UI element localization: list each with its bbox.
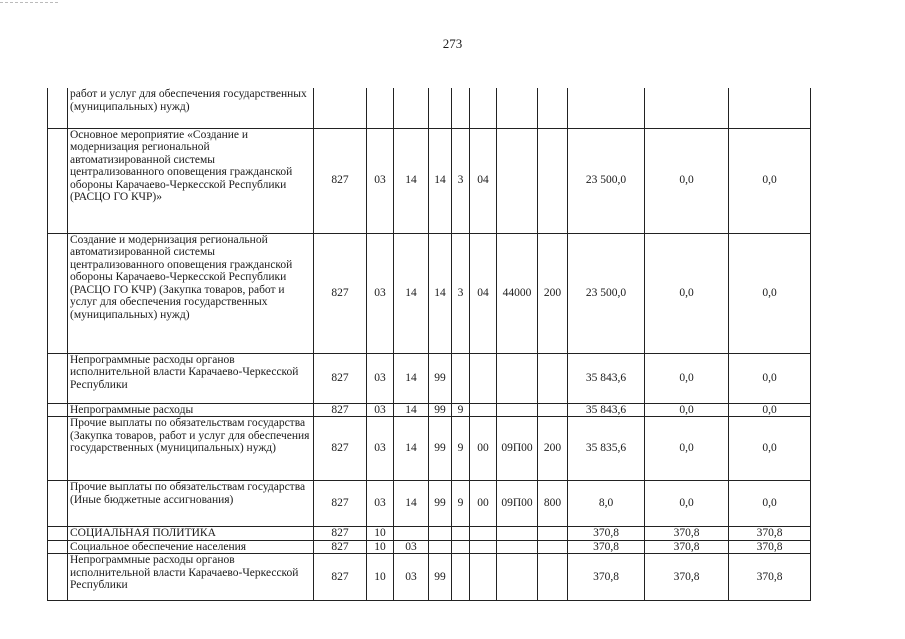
row-index-cell [48, 554, 68, 601]
row-index-cell [48, 353, 68, 403]
event-code-cell: 00 [470, 417, 497, 481]
event-code-cell: 00 [470, 481, 497, 527]
amount-year2-cell: 0,0 [645, 128, 729, 233]
subsection-code-cell: 03 [394, 554, 429, 601]
expense-name-cell: Непрограммные расходы органов исполнительной власти Карачаево-Черкесской Республики [68, 554, 314, 601]
event-code-cell [470, 403, 497, 417]
ministry-code-cell: 827 [314, 353, 367, 403]
amount-year1-cell: 8,0 [568, 481, 645, 527]
expense-name-cell: Создание и модернизация региональной автоматизированной системы централизованного оповещения гражданской обороны Карачаево-Черкесской Республики (РАСЦО ГО КЧР) (Закупка товаров, работ и услуг для обеспечения государственных (муниципальных) нужд) [68, 233, 314, 353]
amount-year1-cell: 35 843,6 [568, 353, 645, 403]
program-code-cell: 14 [429, 233, 452, 353]
subprogram-code-cell [452, 527, 470, 541]
subprogram-code-cell: 9 [452, 403, 470, 417]
expense-name-cell: Социальное обеспечение населения [68, 540, 314, 554]
section-code-cell: 03 [367, 353, 394, 403]
direction-code-cell: 09П00 [497, 417, 538, 481]
section-code-cell: 10 [367, 554, 394, 601]
amount-year2-cell [645, 88, 729, 128]
expense-type-cell [538, 88, 568, 128]
table-row [48, 233, 811, 353]
table-row [48, 403, 811, 417]
row-index-cell [48, 88, 68, 128]
program-code-cell [429, 88, 452, 128]
amount-year2-cell: 0,0 [645, 417, 729, 481]
budget-table-body [48, 88, 811, 601]
section-code-cell [367, 88, 394, 128]
direction-code-cell [497, 540, 538, 554]
amount-year1-cell: 370,8 [568, 554, 645, 601]
row-index-cell [48, 481, 68, 527]
amount-year1-cell: 23 500,0 [568, 233, 645, 353]
subprogram-code-cell: 9 [452, 481, 470, 527]
amount-year3-cell: 0,0 [729, 417, 811, 481]
subprogram-code-cell: 3 [452, 233, 470, 353]
program-code-cell: 99 [429, 417, 452, 481]
section-code-cell: 03 [367, 481, 394, 527]
table-row [48, 353, 811, 403]
amount-year2-cell: 370,8 [645, 540, 729, 554]
program-code-cell [429, 540, 452, 554]
amount-year2-cell: 370,8 [645, 554, 729, 601]
subsection-code-cell: 14 [394, 233, 429, 353]
ministry-code-cell: 827 [314, 128, 367, 233]
amount-year1-cell: 35 835,6 [568, 417, 645, 481]
expense-type-cell [538, 403, 568, 417]
expense-name-cell: Основное мероприятие «Создание и модернизация региональной автоматизированной системы централизованного оповещения гражданской обороны Карачаево-Черкесской Республики (РАСЦО ГО КЧР)» [68, 128, 314, 233]
expense-name-cell: Прочие выплаты по обязательствам государства (Закупка товаров, работ и услуг для обеспечения государственных (муниципальных) нужд) [68, 417, 314, 481]
expense-type-cell [538, 540, 568, 554]
program-code-cell: 99 [429, 403, 452, 417]
expense-type-cell: 200 [538, 233, 568, 353]
expense-type-cell [538, 527, 568, 541]
amount-year3-cell [729, 88, 811, 128]
scan-artifact [0, 2, 58, 7]
expense-type-cell [538, 128, 568, 233]
section-code-cell: 10 [367, 540, 394, 554]
subsection-code-cell [394, 88, 429, 128]
ministry-code-cell: 827 [314, 554, 367, 601]
amount-year2-cell: 370,8 [645, 527, 729, 541]
subprogram-code-cell: 9 [452, 417, 470, 481]
program-code-cell: 99 [429, 353, 452, 403]
table-row [48, 527, 811, 541]
row-index-cell [48, 128, 68, 233]
row-index-cell [48, 403, 68, 417]
row-index-cell [48, 417, 68, 481]
amount-year3-cell: 0,0 [729, 481, 811, 527]
amount-year1-cell: 23 500,0 [568, 128, 645, 233]
table-row [48, 481, 811, 527]
expense-name-cell: Непрограммные расходы [68, 403, 314, 417]
table-row [48, 128, 811, 233]
amount-year2-cell: 0,0 [645, 403, 729, 417]
amount-year1-cell: 35 843,6 [568, 403, 645, 417]
direction-code-cell [497, 403, 538, 417]
ministry-code-cell: 827 [314, 527, 367, 541]
subprogram-code-cell: 3 [452, 128, 470, 233]
subsection-code-cell: 14 [394, 417, 429, 481]
direction-code-cell: 44000 [497, 233, 538, 353]
subsection-code-cell: 14 [394, 403, 429, 417]
amount-year2-cell: 0,0 [645, 481, 729, 527]
subprogram-code-cell [452, 353, 470, 403]
direction-code-cell [497, 554, 538, 601]
ministry-code-cell: 827 [314, 481, 367, 527]
amount-year2-cell: 0,0 [645, 353, 729, 403]
event-code-cell: 04 [470, 128, 497, 233]
amount-year3-cell: 0,0 [729, 403, 811, 417]
section-code-cell: 03 [367, 417, 394, 481]
section-code-cell: 10 [367, 527, 394, 541]
ministry-code-cell: 827 [314, 233, 367, 353]
program-code-cell [429, 527, 452, 541]
direction-code-cell [497, 128, 538, 233]
direction-code-cell [497, 353, 538, 403]
section-code-cell: 03 [367, 128, 394, 233]
amount-year3-cell: 370,8 [729, 527, 811, 541]
event-code-cell [470, 554, 497, 601]
expense-name-cell: Непрограммные расходы органов исполнительной власти Карачаево-Черкесской Республики [68, 353, 314, 403]
direction-code-cell [497, 527, 538, 541]
subsection-code-cell: 14 [394, 353, 429, 403]
expense-type-cell [538, 554, 568, 601]
ministry-code-cell [314, 88, 367, 128]
table-row [48, 540, 811, 554]
subprogram-code-cell [452, 554, 470, 601]
table-row [48, 554, 811, 601]
event-code-cell [470, 527, 497, 541]
program-code-cell: 99 [429, 554, 452, 601]
expense-name-cell: СОЦИАЛЬНАЯ ПОЛИТИКА [68, 527, 314, 541]
event-code-cell: 04 [470, 233, 497, 353]
subprogram-code-cell [452, 88, 470, 128]
subsection-code-cell [394, 527, 429, 541]
subsection-code-cell: 14 [394, 128, 429, 233]
amount-year3-cell: 370,8 [729, 554, 811, 601]
section-code-cell: 03 [367, 233, 394, 353]
direction-code-cell [497, 88, 538, 128]
row-index-cell [48, 540, 68, 554]
program-code-cell: 99 [429, 481, 452, 527]
expense-type-cell [538, 353, 568, 403]
table-row [48, 417, 811, 481]
expense-type-cell: 800 [538, 481, 568, 527]
subsection-code-cell: 14 [394, 481, 429, 527]
amount-year3-cell: 0,0 [729, 353, 811, 403]
amount-year1-cell: 370,8 [568, 527, 645, 541]
table-row [48, 88, 811, 128]
amount-year1-cell [568, 88, 645, 128]
expense-name-cell: работ и услуг для обеспечения государственных (муниципальных) нужд) [68, 88, 314, 128]
amount-year3-cell: 370,8 [729, 540, 811, 554]
direction-code-cell: 09П00 [497, 481, 538, 527]
page-number: 273 [442, 36, 463, 51]
event-code-cell [470, 540, 497, 554]
row-index-cell [48, 527, 68, 541]
event-code-cell [470, 88, 497, 128]
ministry-code-cell: 827 [314, 403, 367, 417]
amount-year3-cell: 0,0 [729, 233, 811, 353]
amount-year3-cell: 0,0 [729, 128, 811, 233]
ministry-code-cell: 827 [314, 417, 367, 481]
expense-type-cell: 200 [538, 417, 568, 481]
amount-year2-cell: 0,0 [645, 233, 729, 353]
amount-year1-cell: 370,8 [568, 540, 645, 554]
section-code-cell: 03 [367, 403, 394, 417]
program-code-cell: 14 [429, 128, 452, 233]
event-code-cell [470, 353, 497, 403]
ministry-code-cell: 827 [314, 540, 367, 554]
expense-name-cell: Прочие выплаты по обязательствам государства (Иные бюджетные ассигнования) [68, 481, 314, 527]
subsection-code-cell: 03 [394, 540, 429, 554]
subprogram-code-cell [452, 540, 470, 554]
row-index-cell [48, 233, 68, 353]
budget-table [47, 88, 811, 601]
